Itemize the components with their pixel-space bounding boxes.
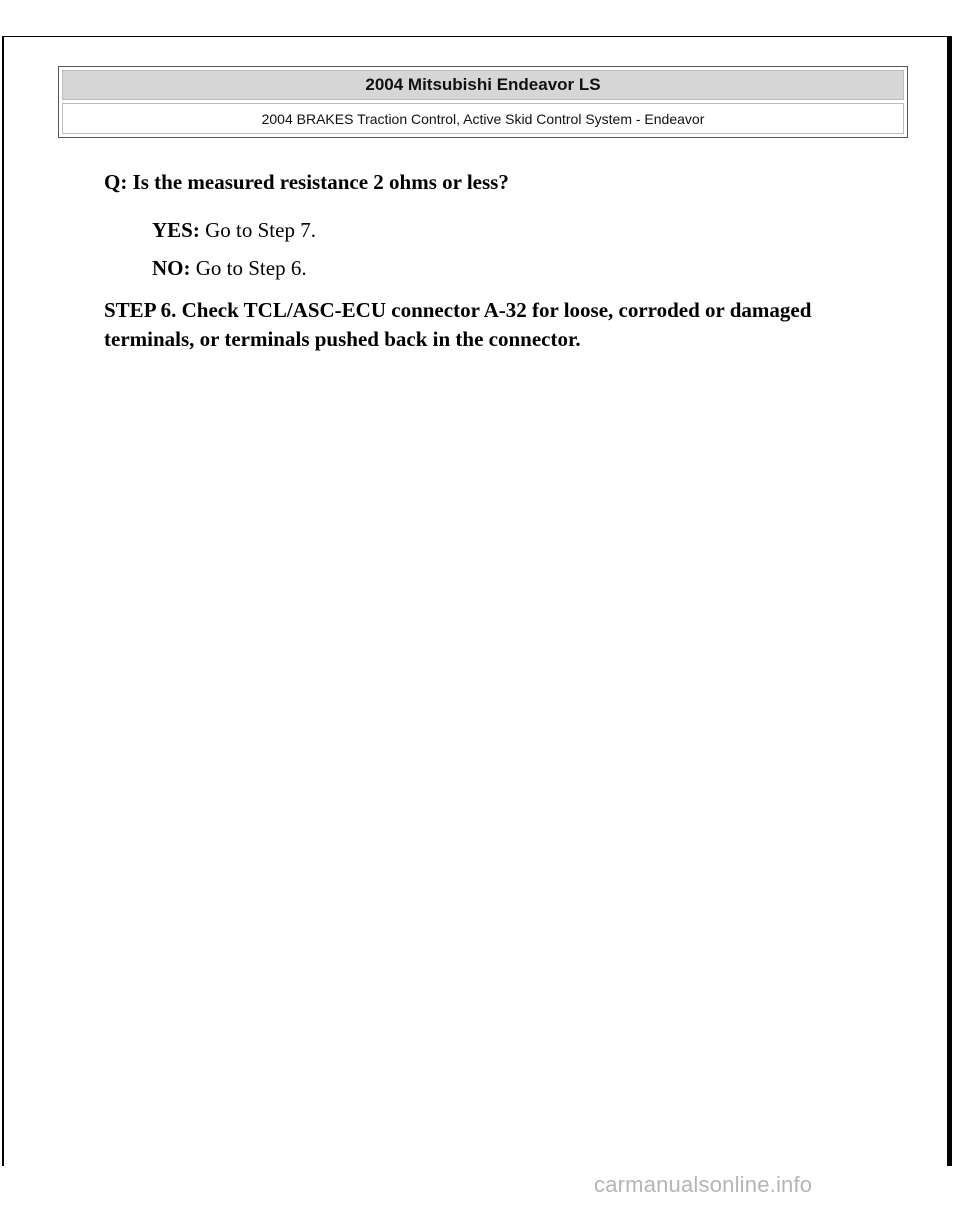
document-header xyxy=(58,66,908,138)
document-body xyxy=(104,168,904,354)
answer-yes-text: Go to Step 7. xyxy=(205,218,316,242)
answer-no-text: Go to Step 6. xyxy=(195,256,307,280)
answer-yes xyxy=(152,216,904,244)
question-text: Q: Is the measured resistance 2 ohms or less? xyxy=(104,170,509,194)
header-title: 2004 Mitsubishi Endeavor LS xyxy=(62,70,904,100)
answer-no-label: NO: xyxy=(152,256,191,280)
header-subtitle: 2004 BRAKES Traction Control, Active Skid Control System - Endeavor xyxy=(62,103,904,134)
step-heading: STEP 6. Check TCL/ASC-ECU connector A-32 for loose, corroded or damaged terminals, or terminals pushed back in the connector. xyxy=(104,298,812,351)
answer-yes-label: YES: xyxy=(152,218,200,242)
footer-watermark: carmanualsonline.info xyxy=(594,1172,813,1197)
answer-no xyxy=(152,254,904,282)
